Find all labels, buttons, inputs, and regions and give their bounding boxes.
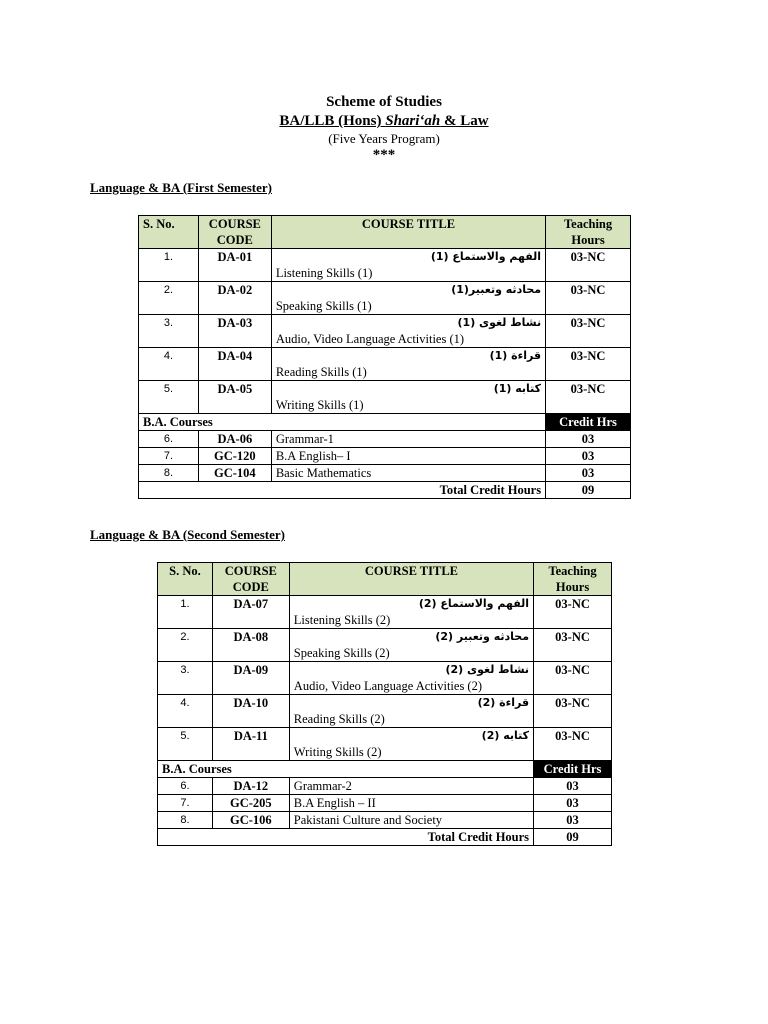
- table-row: [158, 629, 612, 662]
- course-title: [271, 249, 545, 282]
- teaching-hours: 03-NC: [546, 381, 631, 414]
- course-title: [289, 629, 533, 662]
- table-row: [158, 695, 612, 728]
- course-title-arabic: قراءة (2): [477, 696, 530, 709]
- semester-1-table: [138, 215, 631, 499]
- table-row: [139, 448, 631, 465]
- teaching-hours: 03-NC: [546, 282, 631, 315]
- total-credit-label: Total Credit Hours: [139, 482, 546, 499]
- table-row: [158, 662, 612, 695]
- teaching-hours: 03-NC: [546, 315, 631, 348]
- program-subtitle: BA/LLB (Hons) Shari‘ah & Law: [279, 113, 489, 129]
- table-row: [139, 465, 631, 482]
- teaching-hours: 03-NC: [534, 695, 612, 728]
- credit-hours: 03: [534, 778, 612, 795]
- course-title-english: Reading Skills (2): [293, 712, 385, 726]
- course-title: [271, 282, 545, 315]
- teaching-hours: 03-NC: [534, 728, 612, 761]
- row-sno: 3.: [139, 315, 199, 348]
- course-title-english: Writing Skills (2): [293, 745, 382, 759]
- credit-hours: 03: [546, 431, 631, 448]
- course-title-header: COURSE TITLE: [289, 563, 533, 596]
- course-title-arabic: کتابه (1): [493, 382, 542, 395]
- table-row: [158, 596, 612, 629]
- row-sno: 1.: [158, 596, 213, 629]
- semester-2-heading: Language & BA (Second Semester): [90, 527, 285, 542]
- course-code: DA-06: [198, 431, 271, 448]
- course-code-header: COURSE CODE: [212, 563, 289, 596]
- course-code: DA-03: [198, 315, 271, 348]
- course-title-arabic: قراءة (1): [489, 349, 542, 362]
- course-code: DA-12: [212, 778, 289, 795]
- row-sno: 4.: [139, 348, 199, 381]
- table-row: [158, 778, 612, 795]
- course-code: GC-205: [212, 795, 289, 812]
- row-sno: 8.: [139, 465, 199, 482]
- course-code: DA-02: [198, 282, 271, 315]
- course-title-arabic: الفهم والاستماع (2): [418, 597, 530, 610]
- course-title-arabic: محادثه وتعبير (2): [435, 630, 530, 643]
- table-row: [139, 381, 631, 414]
- row-sno: 7.: [158, 795, 213, 812]
- credit-hrs-header: Credit Hrs: [546, 414, 631, 431]
- course-title: Pakistani Culture and Society: [289, 812, 533, 829]
- course-title: [289, 596, 533, 629]
- teaching-hours: 03-NC: [534, 629, 612, 662]
- credit-hours: 03: [534, 795, 612, 812]
- table-row: [158, 795, 612, 812]
- row-sno: 6.: [158, 778, 213, 795]
- total-row: [158, 829, 612, 846]
- total-credit-value: 09: [534, 829, 612, 846]
- ba-courses-header-row: [139, 414, 631, 431]
- course-title: [271, 315, 545, 348]
- course-title-arabic: الفهم والاستماع (1): [430, 250, 542, 263]
- course-title-arabic: محادثه وتعبير(1): [451, 283, 542, 296]
- row-sno: 7.: [139, 448, 199, 465]
- course-title-english: Writing Skills (1): [275, 398, 364, 412]
- teaching-hours: 03-NC: [534, 662, 612, 695]
- course-title-header: COURSE TITLE: [271, 216, 545, 249]
- teaching-hours: 03-NC: [534, 596, 612, 629]
- course-code: DA-07: [212, 596, 289, 629]
- table-row: [158, 728, 612, 761]
- total-credit-value: 09: [546, 482, 631, 499]
- course-code: DA-04: [198, 348, 271, 381]
- course-title-english: Listening Skills (1): [275, 266, 373, 280]
- course-title: Grammar-2: [289, 778, 533, 795]
- table-header-row: [158, 563, 612, 596]
- teaching-hours-header: Teaching Hours: [534, 563, 612, 596]
- course-title-arabic: نشاط لغوی (2): [445, 663, 530, 676]
- table-row: [139, 348, 631, 381]
- course-title: [271, 381, 545, 414]
- table-row: [139, 282, 631, 315]
- row-sno: 5.: [139, 381, 199, 414]
- course-code: GC-120: [198, 448, 271, 465]
- row-sno: 1.: [139, 249, 199, 282]
- credit-hours: 03: [546, 465, 631, 482]
- credit-hrs-header: Credit Hrs: [534, 761, 612, 778]
- course-code: DA-05: [198, 381, 271, 414]
- course-code: DA-08: [212, 629, 289, 662]
- teaching-hours: 03-NC: [546, 249, 631, 282]
- separator-stars: ***: [372, 147, 396, 163]
- row-sno: 2.: [139, 282, 199, 315]
- course-title-english: Reading Skills (1): [275, 365, 367, 379]
- table-row: [139, 431, 631, 448]
- course-code: GC-104: [198, 465, 271, 482]
- sno-header: S. No.: [158, 563, 213, 596]
- course-code: DA-09: [212, 662, 289, 695]
- course-title-english: Audio, Video Language Activities (1): [275, 332, 465, 346]
- sno-header: S. No.: [139, 216, 199, 249]
- course-title-english: Speaking Skills (1): [275, 299, 372, 313]
- row-sno: 3.: [158, 662, 213, 695]
- course-title: [271, 348, 545, 381]
- course-title: B.A English – II: [289, 795, 533, 812]
- table-row: [139, 315, 631, 348]
- course-title: [289, 728, 533, 761]
- course-code: GC-106: [212, 812, 289, 829]
- table-row: [158, 812, 612, 829]
- table-header-row: [139, 216, 631, 249]
- row-sno: 4.: [158, 695, 213, 728]
- row-sno: 5.: [158, 728, 213, 761]
- course-title: Grammar-1: [271, 431, 545, 448]
- course-title-english: Speaking Skills (2): [293, 646, 390, 660]
- course-title: [289, 662, 533, 695]
- ba-courses-label: B.A. Courses: [158, 761, 534, 778]
- course-title-arabic: کتابه (2): [481, 729, 530, 742]
- course-title: B.A English– I: [271, 448, 545, 465]
- teaching-hours-header: Teaching Hours: [546, 216, 631, 249]
- course-title: Basic Mathematics: [271, 465, 545, 482]
- document-title: Scheme of Studies: [326, 94, 442, 110]
- total-credit-label: Total Credit Hours: [158, 829, 534, 846]
- program-duration: (Five Years Program): [328, 131, 440, 146]
- credit-hours: 03: [534, 812, 612, 829]
- ba-courses-header-row: [158, 761, 612, 778]
- course-code-header: COURSE CODE: [198, 216, 271, 249]
- course-code: DA-10: [212, 695, 289, 728]
- semester-2-table: [157, 562, 612, 846]
- row-sno: 2.: [158, 629, 213, 662]
- course-code: DA-01: [198, 249, 271, 282]
- course-title: [289, 695, 533, 728]
- total-row: [139, 482, 631, 499]
- course-title-english: Audio, Video Language Activities (2): [293, 679, 483, 693]
- semester-1-heading: Language & BA (First Semester): [90, 180, 272, 195]
- course-title-arabic: نشاط لغوی (1): [457, 316, 542, 329]
- table-row: [139, 249, 631, 282]
- row-sno: 8.: [158, 812, 213, 829]
- course-title-english: Listening Skills (2): [293, 613, 391, 627]
- teaching-hours: 03-NC: [546, 348, 631, 381]
- credit-hours: 03: [546, 448, 631, 465]
- ba-courses-label: B.A. Courses: [139, 414, 546, 431]
- row-sno: 6.: [139, 431, 199, 448]
- course-code: DA-11: [212, 728, 289, 761]
